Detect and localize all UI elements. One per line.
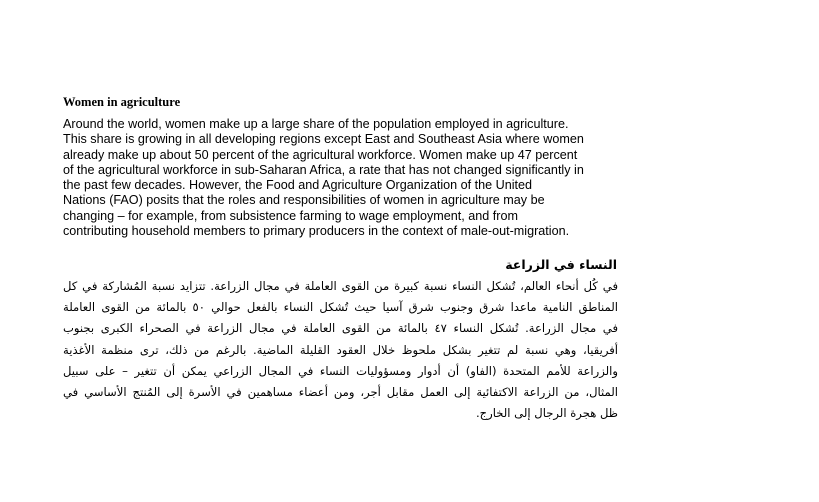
arabic-paragraph-line: والزراعة للأمم المتحدة (الفاو) أن أدوار ومسؤوليات النساء في المجال الزراعي يمكن أن تتغير – على سبيل [63, 363, 618, 378]
arabic-paragraph-line: المثال، من الزراعة الاكتفائية إلى العمل مقابل أجر، ومن أعضاء مساهمين في الأسرة إلى المُنتج الأساسي في [63, 385, 618, 400]
english-paragraph [63, 117, 623, 239]
english-heading: Women in agriculture [63, 95, 181, 109]
arabic-paragraph-line: المناطق النامية ماعدا شرق وجنوب شرق آسيا حيث تُشكل النساء بالفعل حوالي ٥٠ بالمائة من القوى العاملة [63, 300, 618, 315]
arabic-paragraph-line: أفريقيا، وهي نسبة لم تتغير بشكل ملحوظ خلال العقود القليلة الماضية. بالرغم من ذلك، ترى منظمة الأغذية [63, 342, 618, 357]
english-paragraph-line: already make up about 50 percent of the agricultural workforce. Women make up 47 percent [63, 147, 578, 162]
arabic-paragraph [63, 276, 618, 424]
arabic-paragraph-line: في كُل أنحاء العالم، تُشكل النساء نسبة كبيرة من القوى العاملة في مجال الزراعة. تتزايد نسبة المُشاركة في كل [63, 279, 618, 293]
english-paragraph-line: changing – for example, from subsistence farming to wage employment, and from [63, 208, 518, 223]
arabic-paragraph-line: في مجال الزراعة. تُشكل النساء ٤٧ بالمائة من القوى العاملة في مجال الزراعة في الصحراء الكبرى بجنوب [63, 321, 618, 336]
english-paragraph-line: This share is growing in all developing regions except East and Southeast Asia where women [63, 132, 584, 147]
arabic-paragraph-line: ظل هجرة الرجال إلى الخارج. [475, 406, 618, 421]
english-paragraph-line: the past few decades. However, the Food and Agriculture Organization of the United [63, 178, 533, 193]
english-paragraph-line: Nations (FAO) posits that the roles and responsibilities of women in agriculture may be [63, 193, 545, 208]
english-paragraph-line: Around the world, women make up a large share of the population employed in agriculture. [63, 117, 569, 131]
english-paragraph-line: of the agricultural workforce in sub-Saharan Africa, a rate that has not changed significantly in [63, 162, 584, 177]
arabic-heading: النساء في الزراعة [505, 257, 617, 272]
english-paragraph-line: contributing household members to primary producers in the context of male-out-migration. [63, 224, 570, 239]
